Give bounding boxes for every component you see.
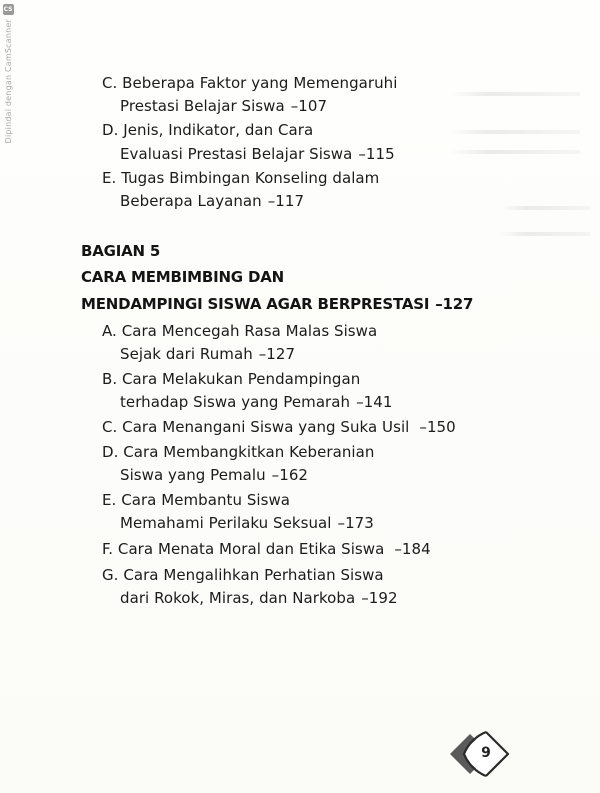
entry-title-line1: Cara Menata Moral dan Etika Siswa <box>117 540 385 558</box>
entry-title-line1: Cara Mencegah Rasa Malas Siswa <box>121 322 378 340</box>
camscanner-logo-icon: CS <box>3 6 13 13</box>
entry-title-line1: Tugas Bimbingan Konseling dalam <box>121 169 380 187</box>
entry-title-line1: Cara Membantu Siswa <box>121 491 291 509</box>
section-label: BAGIAN 5 <box>81 242 161 260</box>
entry-letter: F. <box>102 540 114 558</box>
entry-title-line2: Sejak dari Rumah <box>120 345 253 363</box>
section-title-line1: CARA MEMBIMBING DAN <box>81 268 284 286</box>
entry-title-line2: dari Rokok, Miras, dan Narkoba <box>120 589 356 607</box>
entry-title-line2: Memahami Perilaku Seksual <box>120 514 332 532</box>
entry-title-line1: Cara Membangkitkan Keberanian <box>123 443 375 461</box>
entry-page-number: –107 <box>290 97 328 115</box>
entry-letter: E. <box>102 491 117 509</box>
entry-title-line1: Cara Melakukan Pendampingan <box>122 370 361 388</box>
section-title-text: MENDAMPINGI SISWA AGAR BERPRESTASI <box>81 295 430 313</box>
entry-letter: D. <box>102 443 119 461</box>
section-page-number: –127 <box>435 295 474 313</box>
entry-letter: C. <box>102 74 118 92</box>
entry-title-line1: Cara Mengalihkan Perhatian Siswa <box>123 566 384 584</box>
entry-title-line2: Siswa yang Pemalu <box>120 466 266 484</box>
entry-title-line2: Evaluasi Prestasi Belajar Siswa <box>120 145 353 163</box>
entry-letter: E. <box>102 169 117 187</box>
entry-page-number: –141 <box>356 393 393 411</box>
bleed-through-mark <box>450 130 580 134</box>
entry-page-number: –117 <box>267 192 305 210</box>
entry-page-number: –173 <box>337 514 374 532</box>
entry-letter: D. <box>102 121 119 139</box>
entry-letter: C. <box>102 418 118 436</box>
entry-title-line1: Cara Menangani Siswa yang Suka Usil <box>122 418 410 436</box>
entry-letter: A. <box>102 322 117 340</box>
entry-title-line2: terhadap Siswa yang Pemarah <box>120 393 351 411</box>
entry-letter: G. <box>102 566 119 584</box>
bleed-through-mark <box>450 92 580 96</box>
section-title-line2 <box>81 295 473 313</box>
entry-page-number: –162 <box>271 466 309 484</box>
entry-title-line1: Jenis, Indikator, dan Cara <box>123 121 314 139</box>
entry-page-number: –192 <box>361 589 398 607</box>
bleed-through-mark <box>450 150 580 154</box>
entry-title-line2: Beberapa Layanan <box>120 192 262 210</box>
page-number: 9 <box>481 745 491 761</box>
entry-letter: B. <box>102 370 118 388</box>
entry-title-line1: Beberapa Faktor yang Memengaruhi <box>122 74 398 92</box>
scanner-watermark-text: Dipindai dengan CamScanner <box>3 19 13 144</box>
entry-page-number: –150 <box>419 418 456 436</box>
entry-page-number: –184 <box>394 540 431 558</box>
entry-title-line2: Prestasi Belajar Siswa <box>120 97 285 115</box>
entry-page-number: –127 <box>258 345 296 363</box>
scanner-watermark <box>2 4 14 143</box>
entry-page-number: –115 <box>358 145 395 163</box>
bleed-through-mark <box>500 206 590 210</box>
bleed-through-mark <box>500 232 590 236</box>
